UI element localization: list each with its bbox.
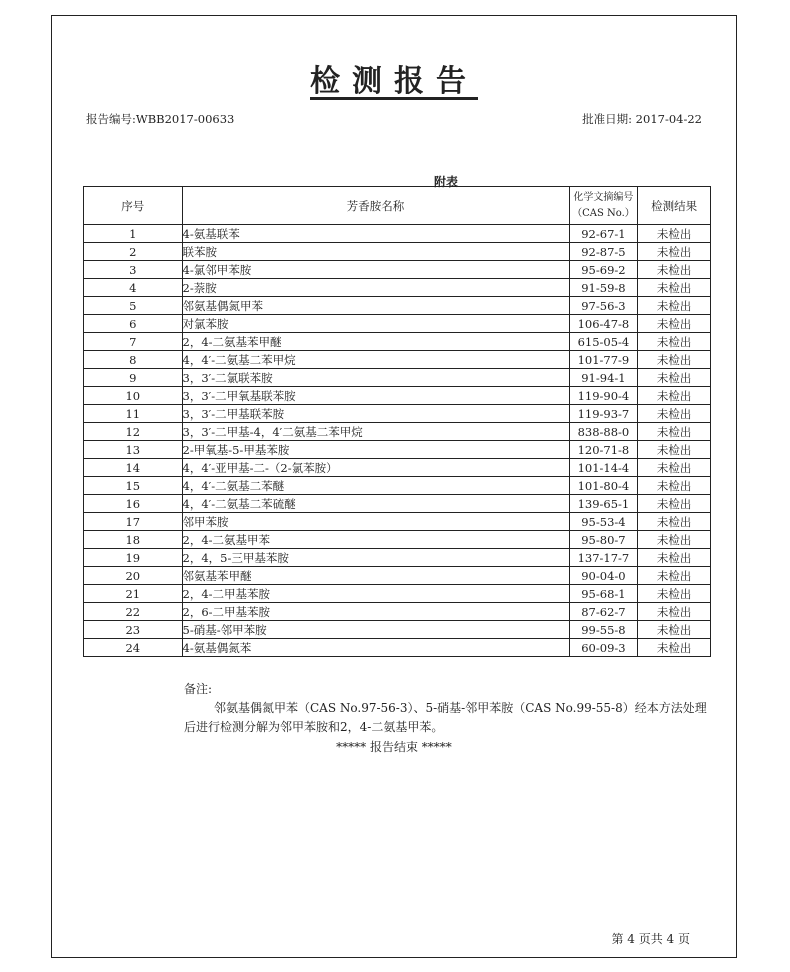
cell-amine-name: 4-氨基偶氮苯 — [182, 639, 569, 657]
cell-test-result: 未检出 — [638, 621, 711, 639]
cell-amine-name: 2，4-二氨基苯甲醚 — [182, 333, 569, 351]
cell-test-result: 未检出 — [638, 513, 711, 531]
cell-serial-no: 14 — [84, 459, 183, 477]
cell-test-result: 未检出 — [638, 387, 711, 405]
table-row — [84, 369, 711, 387]
table-row — [84, 279, 711, 297]
cell-serial-no: 21 — [84, 585, 183, 603]
cell-serial-no: 5 — [84, 297, 183, 315]
cell-cas-no: 106-47-8 — [569, 315, 638, 333]
table-row — [84, 639, 711, 657]
header-test-result: 检测结果 — [638, 187, 711, 225]
table-row — [84, 333, 711, 351]
cell-serial-no: 15 — [84, 477, 183, 495]
cell-serial-no: 4 — [84, 279, 183, 297]
cell-amine-name: 2，4-二氨基甲苯 — [182, 531, 569, 549]
report-title: 检测报告 — [310, 64, 478, 99]
cell-test-result: 未检出 — [638, 459, 711, 477]
cell-test-result: 未检出 — [638, 531, 711, 549]
cell-test-result: 未检出 — [638, 477, 711, 495]
results-table — [83, 186, 711, 657]
cell-amine-name: 3，3′-二甲基联苯胺 — [182, 405, 569, 423]
cell-amine-name: 3，3′-二甲氧基联苯胺 — [182, 387, 569, 405]
cell-amine-name: 邻氨基偶氮甲苯 — [182, 297, 569, 315]
cell-test-result: 未检出 — [638, 567, 711, 585]
table-row — [84, 261, 711, 279]
table-row — [84, 225, 711, 243]
table-row — [84, 513, 711, 531]
cell-cas-no: 87-62-7 — [569, 603, 638, 621]
table-row — [84, 387, 711, 405]
report-end-mark: ***** 报告结束 ***** — [336, 740, 452, 754]
cell-cas-no: 92-67-1 — [569, 225, 638, 243]
header-cas-no: 化学文摘编号 （CAS No.） — [569, 187, 638, 225]
cell-cas-no: 101-77-9 — [569, 351, 638, 369]
cell-cas-no: 99-55-8 — [569, 621, 638, 639]
header-amine-name: 芳香胺名称 — [182, 187, 569, 225]
cell-amine-name: 5-硝基-邻甲苯胺 — [182, 621, 569, 639]
cell-amine-name: 4-氨基联苯 — [182, 225, 569, 243]
cell-serial-no: 13 — [84, 441, 183, 459]
table-row — [84, 441, 711, 459]
cell-cas-no: 92-87-5 — [569, 243, 638, 261]
cell-cas-no: 139-65-1 — [569, 495, 638, 513]
cell-test-result: 未检出 — [638, 261, 711, 279]
cell-amine-name: 4，4′-二氨基二苯甲烷 — [182, 351, 569, 369]
cell-serial-no: 8 — [84, 351, 183, 369]
cell-cas-no: 95-80-7 — [569, 531, 638, 549]
table-row — [84, 585, 711, 603]
cell-test-result: 未检出 — [638, 441, 711, 459]
table-row — [84, 315, 711, 333]
cell-serial-no: 16 — [84, 495, 183, 513]
cell-test-result: 未检出 — [638, 423, 711, 441]
table-header-row — [84, 187, 711, 225]
cell-cas-no: 101-14-4 — [569, 459, 638, 477]
cell-amine-name: 对氯苯胺 — [182, 315, 569, 333]
cell-serial-no: 10 — [84, 387, 183, 405]
cell-serial-no: 7 — [84, 333, 183, 351]
header-serial-no: 序号 — [84, 187, 183, 225]
cell-test-result: 未检出 — [638, 495, 711, 513]
cell-amine-name: 2，4，5-三甲基苯胺 — [182, 549, 569, 567]
cell-test-result: 未检出 — [638, 279, 711, 297]
cell-serial-no: 17 — [84, 513, 183, 531]
report-page — [51, 15, 737, 958]
cell-cas-no: 95-68-1 — [569, 585, 638, 603]
table-row — [84, 351, 711, 369]
table-row — [84, 621, 711, 639]
cell-cas-no: 119-93-7 — [569, 405, 638, 423]
cell-amine-name: 2-萘胺 — [182, 279, 569, 297]
cell-test-result: 未检出 — [638, 333, 711, 351]
cell-serial-no: 22 — [84, 603, 183, 621]
cell-amine-name: 3，3′-二甲基-4，4′二氨基二苯甲烷 — [182, 423, 569, 441]
cell-serial-no: 11 — [84, 405, 183, 423]
cell-cas-no: 615-05-4 — [569, 333, 638, 351]
report-number: 报告编号:WBB2017-00633 — [86, 112, 235, 126]
cell-test-result: 未检出 — [638, 351, 711, 369]
cell-amine-name: 4，4′-亚甲基-二-（2-氯苯胺） — [182, 459, 569, 477]
cell-cas-no: 91-94-1 — [569, 369, 638, 387]
cell-test-result: 未检出 — [638, 639, 711, 657]
cell-test-result: 未检出 — [638, 603, 711, 621]
cell-serial-no: 3 — [84, 261, 183, 279]
cell-serial-no: 2 — [84, 243, 183, 261]
table-row — [84, 567, 711, 585]
table-row — [84, 477, 711, 495]
table-row — [84, 297, 711, 315]
notes-label: 备注: — [184, 682, 213, 696]
cell-serial-no: 20 — [84, 567, 183, 585]
cell-test-result: 未检出 — [638, 405, 711, 423]
page-number: 第 4 页共 4 页 — [611, 932, 690, 946]
cell-serial-no: 12 — [84, 423, 183, 441]
cell-test-result: 未检出 — [638, 225, 711, 243]
cell-test-result: 未检出 — [638, 585, 711, 603]
table-row — [84, 531, 711, 549]
cell-cas-no: 120-71-8 — [569, 441, 638, 459]
table-row — [84, 243, 711, 261]
cell-cas-no: 838-88-0 — [569, 423, 638, 441]
cell-serial-no: 19 — [84, 549, 183, 567]
cell-amine-name: 邻甲苯胺 — [182, 513, 569, 531]
cell-cas-no: 90-04-0 — [569, 567, 638, 585]
cell-cas-no: 95-69-2 — [569, 261, 638, 279]
cell-test-result: 未检出 — [638, 243, 711, 261]
table-row — [84, 459, 711, 477]
cell-cas-no: 97-56-3 — [569, 297, 638, 315]
cell-amine-name: 邻氨基苯甲醚 — [182, 567, 569, 585]
cell-amine-name: 4，4′-二氨基二苯醚 — [182, 477, 569, 495]
table-row — [84, 549, 711, 567]
table-caption: 附表 — [433, 175, 458, 189]
cell-test-result: 未检出 — [638, 315, 711, 333]
cell-serial-no: 9 — [84, 369, 183, 387]
notes-text: 邻氨基偶氮甲苯（CAS No.97-56-3）、5-硝基-邻甲苯胺（CAS No.99-55-8）经本方法处理后进行检测分解为邻甲苯胺和2，4-二氨基甲苯。 — [184, 701, 707, 734]
cell-cas-no: 95-53-4 — [569, 513, 638, 531]
cell-cas-no: 119-90-4 — [569, 387, 638, 405]
cell-cas-no: 101-80-4 — [569, 477, 638, 495]
approve-date: 批准日期: 2017-04-22 — [582, 112, 702, 126]
cell-serial-no: 24 — [84, 639, 183, 657]
cell-amine-name: 2-甲氧基-5-甲基苯胺 — [182, 441, 569, 459]
cell-cas-no: 60-09-3 — [569, 639, 638, 657]
table-row — [84, 405, 711, 423]
cell-amine-name: 4，4′-二氨基二苯硫醚 — [182, 495, 569, 513]
table-row — [84, 603, 711, 621]
cell-serial-no: 1 — [84, 225, 183, 243]
cell-cas-no: 137-17-7 — [569, 549, 638, 567]
cell-amine-name: 2，6-二甲基苯胺 — [182, 603, 569, 621]
table-row — [84, 495, 711, 513]
cell-amine-name: 4-氯邻甲苯胺 — [182, 261, 569, 279]
cell-serial-no: 6 — [84, 315, 183, 333]
table-row — [84, 423, 711, 441]
cell-serial-no: 18 — [84, 531, 183, 549]
cell-cas-no: 91-59-8 — [569, 279, 638, 297]
cell-test-result: 未检出 — [638, 369, 711, 387]
cell-test-result: 未检出 — [638, 297, 711, 315]
cell-amine-name: 3，3′-二氯联苯胺 — [182, 369, 569, 387]
cell-test-result: 未检出 — [638, 549, 711, 567]
cell-amine-name: 联苯胺 — [182, 243, 569, 261]
cell-amine-name: 2，4-二甲基苯胺 — [182, 585, 569, 603]
cell-serial-no: 23 — [84, 621, 183, 639]
